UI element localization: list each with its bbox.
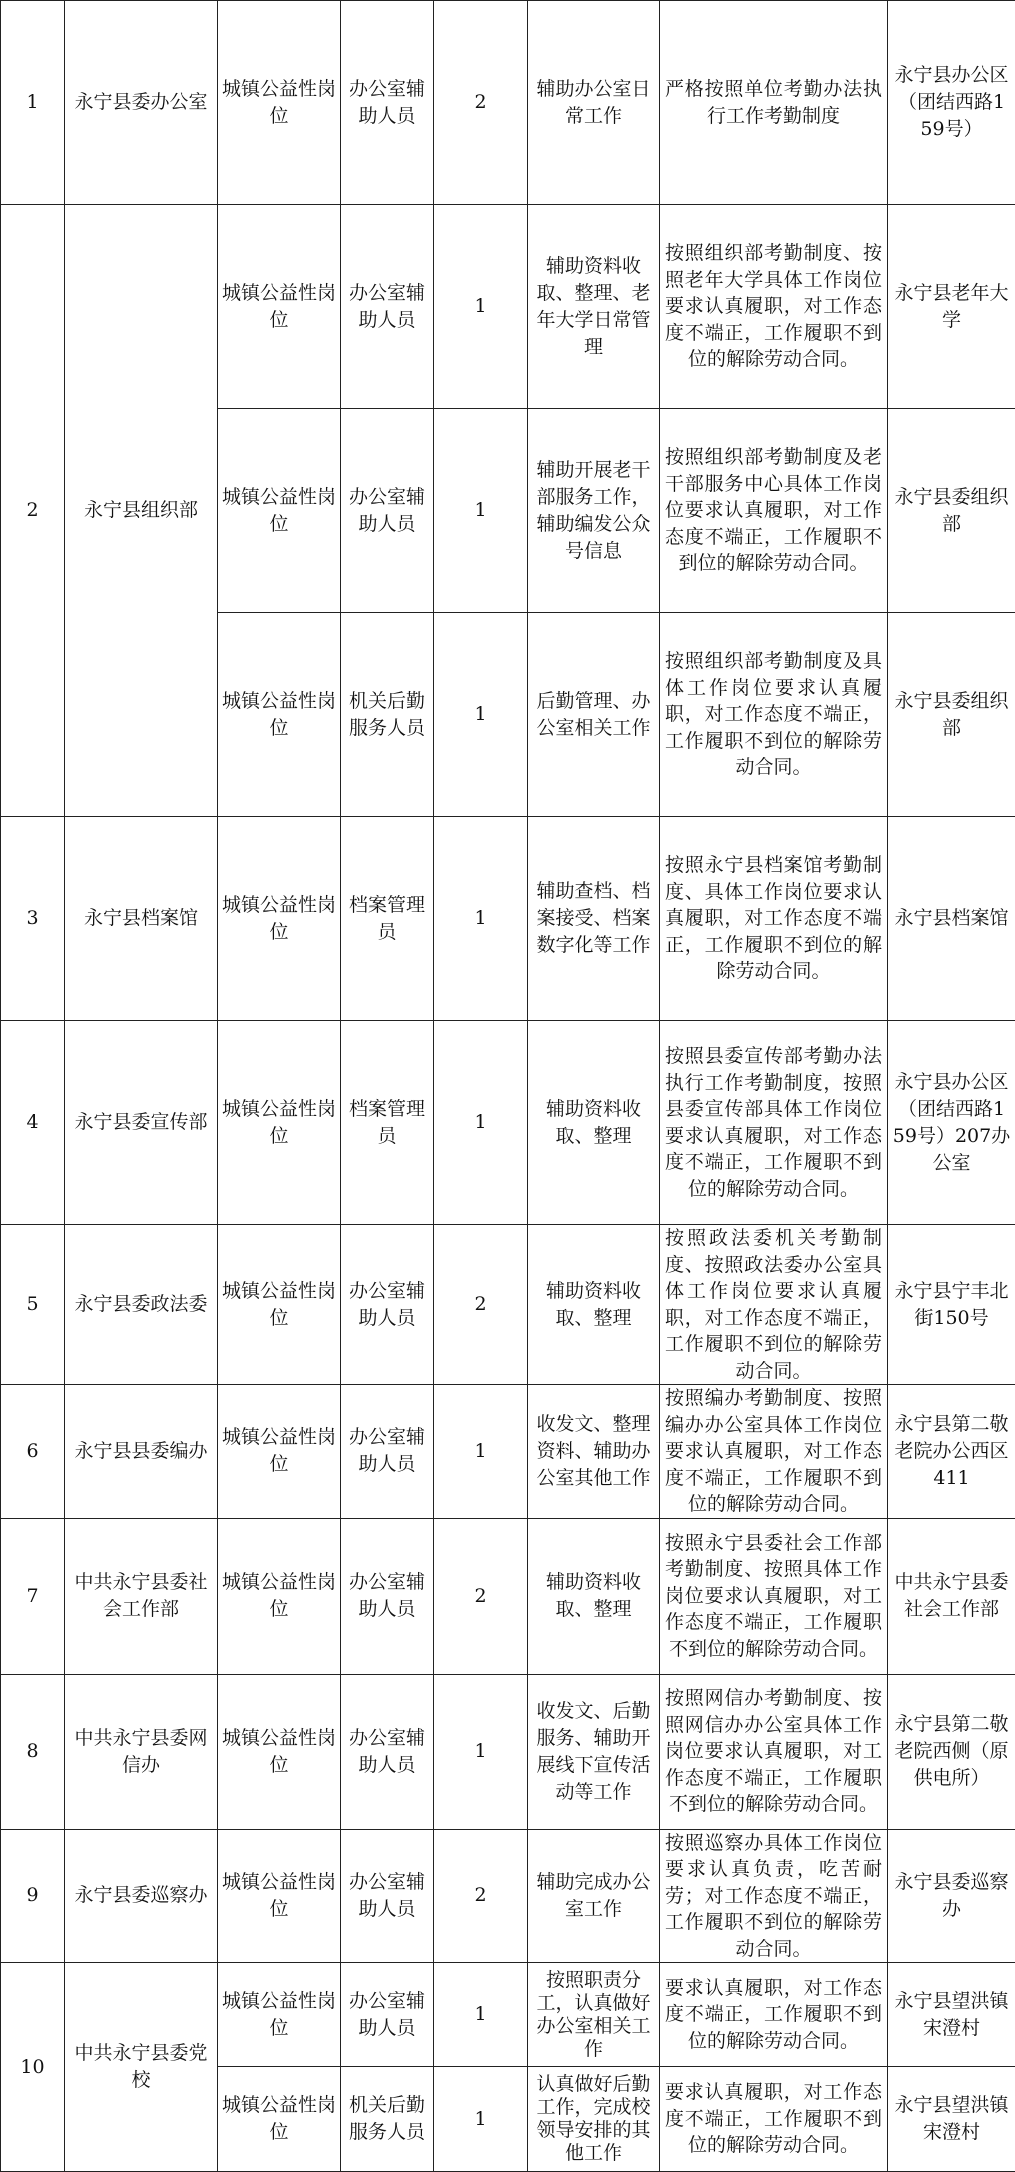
work-location: 中共永宁县委社会工作部 xyxy=(888,1518,1015,1674)
table-row xyxy=(1,1385,1015,1519)
position-category: 城镇公益性岗位 xyxy=(218,2067,341,2172)
work-location: 永宁县委巡察办 xyxy=(888,1829,1015,1963)
row-number: 5 xyxy=(1,1225,65,1385)
position-category: 城镇公益性岗位 xyxy=(218,1963,341,2067)
job-duties: 按照职责分工，认真做好办公室相关工作 xyxy=(528,1963,660,2067)
table-row xyxy=(1,1963,1015,2067)
table-row xyxy=(1,817,1015,1021)
work-location: 永宁县老年大学 xyxy=(888,205,1015,409)
position-category: 城镇公益性岗位 xyxy=(218,1,341,205)
work-location: 永宁县第二敬老院西侧（原供电所） xyxy=(888,1674,1015,1829)
position-category: 城镇公益性岗位 xyxy=(218,1674,341,1829)
row-number: 3 xyxy=(1,817,65,1021)
requirements: 按照组织部考勤制度及具体工作岗位要求认真履职，对工作态度不端正，工作履职不到位的解除劳动合同。 xyxy=(660,613,888,817)
employer-unit: 永宁县委办公室 xyxy=(65,1,218,205)
headcount: 1 xyxy=(434,613,528,817)
job-duties: 辅助查档、档案接受、档案数字化等工作 xyxy=(528,817,660,1021)
table-row xyxy=(1,1021,1015,1225)
requirements: 按照组织部考勤制度及老干部服务中心具体工作岗位要求认真履职，对工作态度不端正，工作履职不到位的解除劳动合同。 xyxy=(660,409,888,613)
row-number: 2 xyxy=(1,205,65,817)
position-category: 城镇公益性岗位 xyxy=(218,1385,341,1519)
work-location: 永宁县望洪镇宋澄村 xyxy=(888,2067,1015,2172)
position-name: 办公室辅助人员 xyxy=(341,1674,434,1829)
headcount: 1 xyxy=(434,205,528,409)
table-row xyxy=(1,1829,1015,1963)
position-name: 办公室辅助人员 xyxy=(341,1385,434,1519)
job-duties: 辅助开展老干部服务工作，辅助编发公众号信息 xyxy=(528,409,660,613)
employer-unit: 中共永宁县委党校 xyxy=(65,1963,218,2172)
headcount: 2 xyxy=(434,1,528,205)
job-duties: 辅助资料收取、整理 xyxy=(528,1225,660,1385)
requirements: 要求认真履职，对工作态度不端正，工作履职不到位的解除劳动合同。 xyxy=(660,1963,888,2067)
position-category: 城镇公益性岗位 xyxy=(218,817,341,1021)
position-category: 城镇公益性岗位 xyxy=(218,613,341,817)
row-number: 7 xyxy=(1,1518,65,1674)
position-name: 办公室辅助人员 xyxy=(341,1225,434,1385)
position-name: 档案管理员 xyxy=(341,817,434,1021)
row-number: 10 xyxy=(1,1963,65,2172)
headcount: 2 xyxy=(434,1829,528,1963)
headcount: 2 xyxy=(434,1225,528,1385)
position-name: 办公室辅助人员 xyxy=(341,205,434,409)
job-duties: 认真做好后勤工作，完成校领导安排的其他工作 xyxy=(528,2067,660,2172)
position-name: 办公室辅助人员 xyxy=(341,1,434,205)
position-name: 机关后勤服务人员 xyxy=(341,613,434,817)
headcount: 1 xyxy=(434,1385,528,1519)
requirements: 按照县委宣传部考勤办法执行工作考勤制度，按照县委宣传部具体工作岗位要求认真履职，对工作态度不端正，工作履职不到位的解除劳动合同。 xyxy=(660,1021,888,1225)
job-duties: 辅助资料收取、整理 xyxy=(528,1021,660,1225)
job-duties: 辅助办公室日常工作 xyxy=(528,1,660,205)
job-duties: 辅助资料收取、整理 xyxy=(528,1518,660,1674)
job-duties: 收发文、整理资料、辅助办公室其他工作 xyxy=(528,1385,660,1519)
work-location: 永宁县第二敬老院办公西区411 xyxy=(888,1385,1015,1519)
headcount: 1 xyxy=(434,817,528,1021)
row-number: 1 xyxy=(1,1,65,205)
work-location: 永宁县委组织部 xyxy=(888,613,1015,817)
position-category: 城镇公益性岗位 xyxy=(218,1829,341,1963)
row-number: 8 xyxy=(1,1674,65,1829)
table-row xyxy=(1,1225,1015,1385)
work-location: 永宁县望洪镇宋澄村 xyxy=(888,1963,1015,2067)
requirements: 按照编办考勤制度、按照编办办公室具体工作岗位要求认真履职，对工作态度不端正，工作履职不到位的解除劳动合同。 xyxy=(660,1385,888,1519)
position-name: 档案管理员 xyxy=(341,1021,434,1225)
employer-unit: 永宁县委政法委 xyxy=(65,1225,218,1385)
position-name: 办公室辅助人员 xyxy=(341,1518,434,1674)
position-category: 城镇公益性岗位 xyxy=(218,1225,341,1385)
work-location: 永宁县宁丰北街150号 xyxy=(888,1225,1015,1385)
requirements: 严格按照单位考勤办法执行工作考勤制度 xyxy=(660,1,888,205)
table-row xyxy=(1,1,1015,205)
employer-unit: 中共永宁县委社会工作部 xyxy=(65,1518,218,1674)
table-row xyxy=(1,1518,1015,1674)
work-location: 永宁县办公区（团结西路159号） xyxy=(888,1,1015,205)
work-location: 永宁县委组织部 xyxy=(888,409,1015,613)
job-duties: 辅助资料收取、整理、老年大学日常管理 xyxy=(528,205,660,409)
position-category: 城镇公益性岗位 xyxy=(218,1021,341,1225)
employer-unit: 中共永宁县委网信办 xyxy=(65,1674,218,1829)
requirements: 按照永宁县委社会工作部考勤制度、按照具体工作岗位要求认真履职，对工作态度不端正，工作履职不到位的解除劳动合同。 xyxy=(660,1518,888,1674)
requirements: 按照永宁县档案馆考勤制度、具体工作岗位要求认真履职，对工作态度不端正，工作履职不到位的解除劳动合同。 xyxy=(660,817,888,1021)
position-name: 机关后勤服务人员 xyxy=(341,2067,434,2172)
requirements: 按照政法委机关考勤制度、按照政法委办公室具体工作岗位要求认真履职，对工作态度不端正，工作履职不到位的解除劳动合同。 xyxy=(660,1225,888,1385)
headcount: 1 xyxy=(434,1963,528,2067)
position-name: 办公室辅助人员 xyxy=(341,409,434,613)
employer-unit: 永宁县县委编办 xyxy=(65,1385,218,1519)
headcount: 1 xyxy=(434,1674,528,1829)
row-number: 6 xyxy=(1,1385,65,1519)
requirements: 要求认真履职，对工作态度不端正，工作履职不到位的解除劳动合同。 xyxy=(660,2067,888,2172)
requirements: 按照巡察办具体工作岗位要求认真负责，吃苦耐劳；对工作态度不端正，工作履职不到位的解除劳动合同。 xyxy=(660,1829,888,1963)
work-location: 永宁县档案馆 xyxy=(888,817,1015,1021)
requirements: 按照网信办考勤制度、按照网信办办公室具体工作岗位要求认真履职，对工作态度不端正，工作履职不到位的解除劳动合同。 xyxy=(660,1674,888,1829)
employer-unit: 永宁县委巡察办 xyxy=(65,1829,218,1963)
job-duties: 辅助完成办公室工作 xyxy=(528,1829,660,1963)
work-location: 永宁县办公区（团结西路159号）207办公室 xyxy=(888,1021,1015,1225)
headcount: 1 xyxy=(434,1021,528,1225)
position-category: 城镇公益性岗位 xyxy=(218,1518,341,1674)
table-row xyxy=(1,205,1015,409)
requirements: 按照组织部考勤制度、按照老年大学具体工作岗位要求认真履职，对工作态度不端正，工作履职不到位的解除劳动合同。 xyxy=(660,205,888,409)
headcount: 1 xyxy=(434,2067,528,2172)
row-number: 9 xyxy=(1,1829,65,1963)
job-duties: 后勤管理、办公室相关工作 xyxy=(528,613,660,817)
employer-unit: 永宁县委宣传部 xyxy=(65,1021,218,1225)
job-duties: 收发文、后勤服务、辅助开展线下宣传活动等工作 xyxy=(528,1674,660,1829)
position-name: 办公室辅助人员 xyxy=(341,1963,434,2067)
position-name: 办公室辅助人员 xyxy=(341,1829,434,1963)
table-row xyxy=(1,1674,1015,1829)
row-number: 4 xyxy=(1,1021,65,1225)
position-category: 城镇公益性岗位 xyxy=(218,205,341,409)
headcount: 1 xyxy=(434,409,528,613)
employer-unit: 永宁县组织部 xyxy=(65,205,218,817)
position-category: 城镇公益性岗位 xyxy=(218,409,341,613)
employer-unit: 永宁县档案馆 xyxy=(65,817,218,1021)
headcount: 2 xyxy=(434,1518,528,1674)
